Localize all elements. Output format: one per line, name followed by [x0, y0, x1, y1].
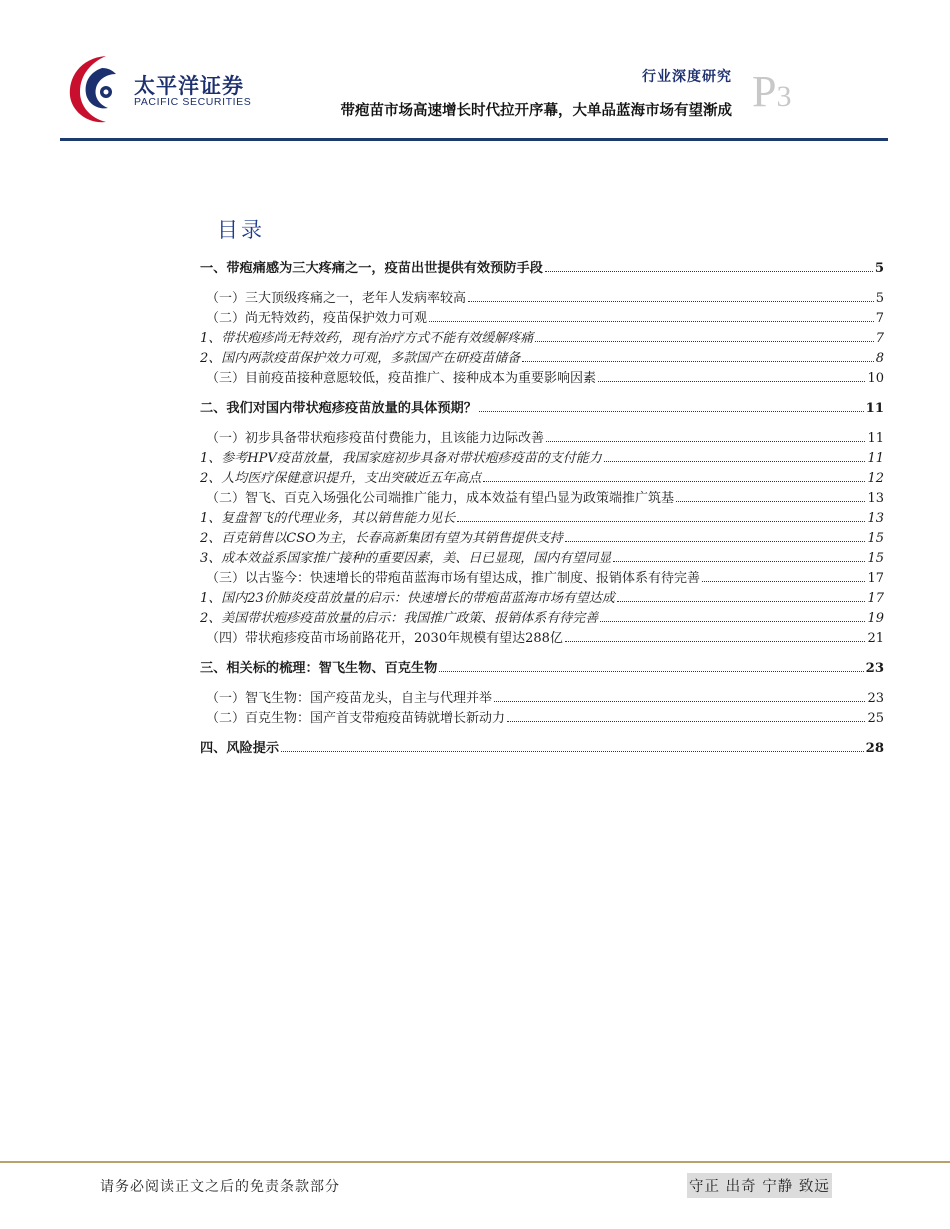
toc-entry-title: 3、成本效益系国家推广接种的重要因素，美、日已显现，国内有望同显 — [200, 551, 612, 566]
toc-entry-title: 2、国内两款疫苗保护效力可观，多款国产在研疫苗储备 — [200, 351, 521, 366]
toc-entry-page: 21 — [867, 631, 884, 646]
toc-leader-dots — [483, 471, 865, 482]
toc-entry[interactable] — [200, 487, 884, 507]
toc-entry-page: 12 — [867, 471, 884, 486]
toc-entry-page: 7 — [875, 311, 884, 326]
toc-entry[interactable] — [200, 737, 884, 757]
header-divider — [60, 138, 888, 141]
report-type: 行业深度研究 — [642, 69, 732, 85]
toc-entry-page: 15 — [867, 551, 884, 566]
toc-entry-title: 2、人均医疗保健意识提升，支出突破近五年高点 — [200, 471, 482, 486]
toc-entry[interactable] — [200, 257, 884, 277]
toc-entry-title: （一）初步具备带状疱疹疫苗付费能力，且该能力边际改善 — [206, 431, 545, 446]
toc-entry[interactable] — [200, 467, 884, 487]
toc-entry-title: （二）百克生物：国产首支带疱疫苗铸就增长新动力 — [206, 711, 506, 726]
toc-entry[interactable] — [200, 607, 884, 627]
toc-entry[interactable] — [200, 427, 884, 447]
toc-leader-dots — [522, 351, 873, 362]
toc-entry-page: 8 — [875, 351, 884, 366]
toc-entry-page: 23 — [865, 661, 884, 676]
toc-heading: 目录 — [217, 218, 265, 242]
toc-entry-title: （二）智飞、百克入场强化公司端推广能力，成本效益有望凸显为政策端推广筑基 — [206, 491, 675, 506]
toc-entry[interactable] — [200, 397, 884, 417]
toc-entry-title: （四）带状疱疹疫苗市场前路花开，2030年规模有望达288亿 — [206, 631, 563, 646]
page-number — [752, 67, 792, 116]
toc-entry-page: 17 — [867, 571, 884, 586]
brand-name-cn: 太平洋证券 — [134, 74, 244, 98]
toc-entry[interactable] — [200, 367, 884, 387]
toc-entry-title: （二）尚无特效药，疫苗保护效力可观 — [206, 311, 428, 326]
toc-leader-dots — [598, 371, 865, 382]
toc-leader-dots — [494, 691, 865, 702]
toc-entry-title: （一）三大顶级疼痛之一，老年人发病率较高 — [206, 291, 467, 306]
toc-entry[interactable] — [200, 327, 884, 347]
toc-leader-dots — [600, 611, 865, 622]
toc-entry-page: 17 — [867, 591, 884, 606]
toc-entry[interactable] — [200, 447, 884, 467]
toc-entry-page: 28 — [865, 741, 884, 756]
page-letter: P — [752, 67, 777, 116]
toc-leader-dots — [676, 491, 865, 502]
toc-entry-page: 13 — [867, 511, 884, 526]
toc-entry-title: 1、参考HPV疫苗放量，我国家庭初步具备对带状疱疹疫苗的支付能力 — [200, 451, 602, 466]
toc-leader-dots — [479, 401, 864, 412]
toc-entry-page: 23 — [867, 691, 884, 706]
toc-leader-dots — [546, 431, 865, 442]
toc-entry[interactable] — [200, 687, 884, 707]
toc-entry-title: （三）以古鉴今：快速增长的带疱苗蓝海市场有望达成，推广制度、报销体系有待完善 — [206, 571, 701, 586]
toc-entry-title: 2、美国带状疱疹疫苗放量的启示：我国推广政策、报销体系有待完善 — [200, 611, 599, 626]
toc-entry-page: 11 — [867, 431, 884, 446]
toc-entry-title: 1、带状疱疹尚无特效药，现有治疗方式不能有效缓解疼痛 — [200, 331, 534, 346]
toc-entry[interactable] — [200, 567, 884, 587]
toc-entry-title: （一）智飞生物：国产疫苗龙头，自主与代理并举 — [206, 691, 493, 706]
toc-leader-dots — [468, 291, 874, 302]
toc-entry-page: 10 — [867, 371, 884, 386]
toc-entry[interactable] — [200, 287, 884, 307]
toc-leader-dots — [565, 531, 866, 542]
toc-entry-title: 1、国内23价肺炎疫苗放量的启示：快速增长的带疱苗蓝海市场有望达成 — [200, 591, 615, 606]
toc-entry-title: 三、相关标的梳理：智飞生物、百克生物 — [200, 661, 438, 676]
toc-entry[interactable] — [200, 627, 884, 647]
toc-leader-dots — [604, 451, 866, 462]
toc-leader-dots — [507, 711, 865, 722]
toc-leader-dots — [617, 591, 866, 602]
toc-entry-page: 25 — [867, 711, 884, 726]
toc-entry-page: 7 — [875, 331, 884, 346]
toc-entry-page: 19 — [867, 611, 884, 626]
toc-entry-page: 11 — [867, 451, 884, 466]
toc-entry[interactable] — [200, 587, 884, 607]
toc-leader-dots — [429, 311, 874, 322]
page-number-value: 3 — [776, 80, 792, 113]
pacific-securities-logo-icon — [66, 52, 128, 124]
toc-entry[interactable] — [200, 307, 884, 327]
company-motto: 守正 出奇 宁静 致远 — [687, 1173, 832, 1198]
toc-leader-dots — [457, 511, 865, 522]
toc-leader-dots — [535, 331, 873, 342]
toc-leader-dots — [439, 661, 863, 672]
toc-entry-title: 1、复盘智飞的代理业务，其以销售能力见长 — [200, 511, 456, 526]
toc-entry[interactable] — [200, 347, 884, 367]
footer-divider — [0, 1161, 950, 1163]
toc-entry[interactable] — [200, 707, 884, 727]
toc-leader-dots — [565, 631, 866, 642]
toc-entry-page: 5 — [875, 291, 884, 306]
toc-leader-dots — [545, 261, 873, 272]
report-title: 带疱苗市场高速增长时代拉开序幕，大单品蓝海市场有望渐成 — [340, 102, 732, 119]
toc-entry[interactable] — [200, 657, 884, 677]
toc-entry-title: （三）目前疫苗接种意愿较低，疫苗推广、接种成本为重要影响因素 — [206, 371, 597, 386]
toc-entry-page: 11 — [865, 401, 884, 416]
toc-leader-dots — [613, 551, 865, 562]
toc-entry[interactable] — [200, 507, 884, 527]
toc-entry-page: 13 — [867, 491, 884, 506]
toc-entry[interactable] — [200, 547, 884, 567]
toc-entry-title: 二、我们对国内带状疱疹疫苗放量的具体预期？ — [200, 401, 477, 416]
toc-entry-page: 15 — [867, 531, 884, 546]
toc-entry-title: 一、带疱痛感为三大疼痛之一，疫苗出世提供有效预防手段 — [200, 261, 543, 276]
toc-entry-title: 四、风险提示 — [200, 741, 280, 756]
company-logo — [66, 52, 256, 124]
toc-entry-page: 5 — [874, 261, 884, 276]
disclaimer-note: 请务必阅读正文之后的免责条款部分 — [100, 1179, 340, 1195]
toc-entry-title: 2、百克销售以CSO为主，长春高新集团有望为其销售提供支持 — [200, 531, 563, 546]
toc-leader-dots — [702, 571, 865, 582]
toc-leader-dots — [281, 741, 864, 752]
brand-name-en: PACIFIC SECURITIES — [134, 96, 252, 108]
toc-entry[interactable] — [200, 527, 884, 547]
